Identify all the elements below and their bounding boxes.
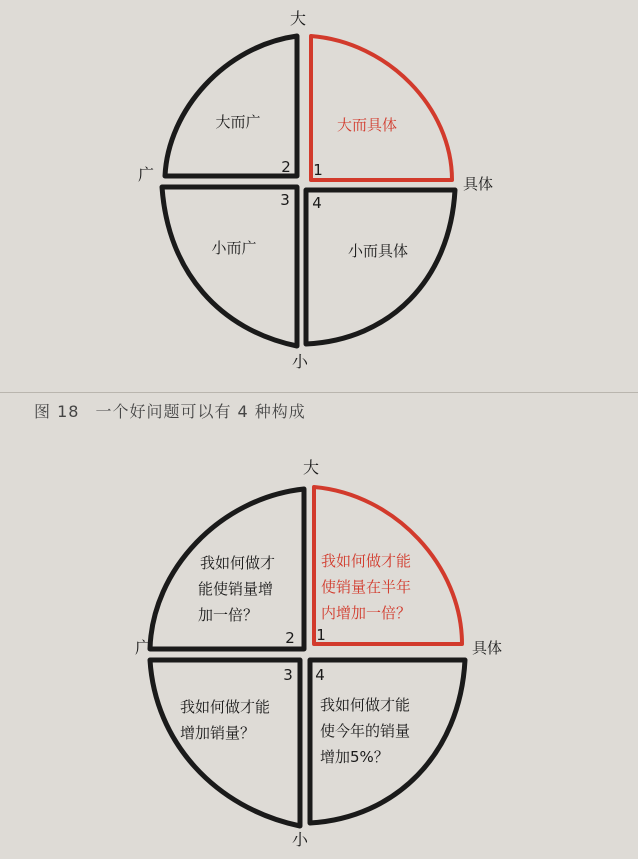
bottom-q2-line-2: 能使销量增 <box>198 580 274 598</box>
bottom-q1-line-3: 内增加一倍？ <box>321 604 412 622</box>
bottom-axis-left-label: 广 <box>134 638 152 657</box>
top-q4-number: 4 <box>312 194 322 212</box>
figure-number: 图 18 <box>34 402 80 421</box>
top-q2-label: 大而广 <box>215 113 261 131</box>
diagram-bottom <box>135 458 502 849</box>
top-q2-number: 2 <box>281 158 291 176</box>
top-axis-bottom-label: 小 <box>291 352 309 371</box>
caption-rule <box>0 392 638 393</box>
bottom-q3-number: 3 <box>283 666 293 684</box>
bottom-q4-line-2: 使今年的销量 <box>320 722 411 740</box>
top-axis-right-label: 具体 <box>462 175 494 193</box>
top-axis-left-label: 广 <box>137 165 155 184</box>
figure-caption-text: 一个好问题可以有 4 种构成 <box>95 402 306 421</box>
top-axis-top-label: 大 <box>289 9 307 28</box>
bottom-q2-line-3: 加一倍？ <box>198 606 259 624</box>
bottom-q4-line-3: 增加5%？ <box>320 748 389 766</box>
figure-caption <box>34 399 306 422</box>
top-q3-number: 3 <box>280 191 290 209</box>
top-quadrant-1-shape <box>311 36 452 180</box>
bottom-q1-line-1: 我如何做才能 <box>321 552 412 570</box>
bottom-q3-line-2: 增加销量？ <box>180 724 256 742</box>
bottom-q4-line-1: 我如何做才能 <box>320 696 411 714</box>
bottom-q3-line-1: 我如何做才能 <box>180 698 271 716</box>
bottom-q1-line-2: 使销量在半年 <box>321 578 412 596</box>
top-quadrant-3-shape <box>162 187 297 346</box>
bottom-q2-number: 2 <box>285 629 295 647</box>
bottom-quadrant-4-shape <box>310 660 465 823</box>
bottom-q2-line-1: 我如何做才 <box>200 554 276 572</box>
top-q4-label: 小而具体 <box>347 242 409 260</box>
bottom-axis-right-label: 具体 <box>471 639 503 657</box>
top-quadrant-4-shape <box>306 190 455 344</box>
top-q3-label: 小而广 <box>211 239 257 257</box>
bottom-axis-bottom-label: 小 <box>291 830 309 849</box>
bottom-q4-number: 4 <box>315 666 325 684</box>
bottom-axis-top-label: 大 <box>302 458 320 477</box>
bottom-quadrant-3-shape <box>150 660 300 826</box>
top-quadrant-2-shape <box>165 36 297 176</box>
top-q1-label: 大而具体 <box>336 116 398 134</box>
diagram-top <box>138 9 493 371</box>
top-q1-number: 1 <box>313 161 323 179</box>
bottom-q1-number: 1 <box>316 626 326 644</box>
